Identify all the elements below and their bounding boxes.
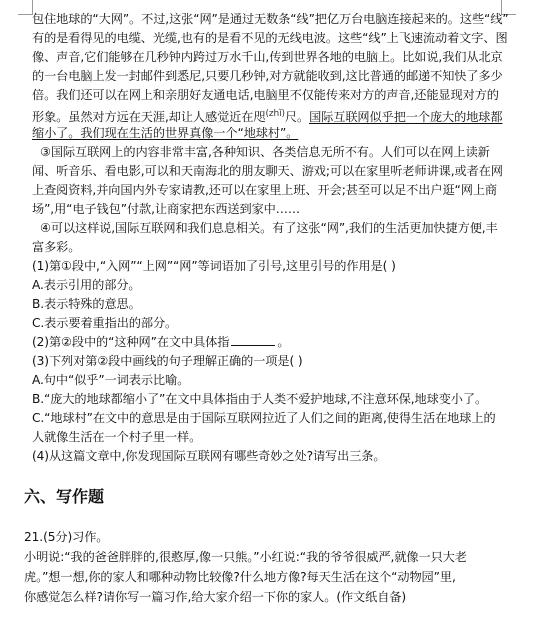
passage-line: ③国际互联网上的内容非常丰富,各种知识、各类信息无所不有。人们可以在网上读新 xyxy=(40,145,490,159)
question-3-option-c-cont: 人就像生活在一个村子里一样。 xyxy=(32,430,202,444)
writing-title: 21.(5分)习作。 xyxy=(24,530,109,544)
underlined-sentence: 国际互联网似乎把一个庞大的地球都 xyxy=(309,110,503,124)
passage-line xyxy=(32,105,502,126)
question-4: (4)从这篇文章中,你发现国际互联网有哪些奇妙之处?请写出三条。 xyxy=(32,449,386,463)
passage-line: 场”,用“电子钱包”付款,让商家把东西送到家中…… xyxy=(32,202,300,216)
section-heading: 六、写作题 xyxy=(24,487,105,506)
question-3: (3)下列对第②段中画线的句子理解正确的一项是( ) xyxy=(32,354,303,368)
passage-line: 像、声音,它们能够在几秒钟内跨过万水千山,传到世界各地的电脑上。比如说,我们从北京 xyxy=(32,50,503,64)
passage-line: 上查阅资料,并向国内外专家请教,还可以在家里上班、开会;甚至可以足不出户逛“网上商 xyxy=(32,183,498,197)
passage-line: 的一台电脑上发一封邮件到悉尼,只要几秒钟,对方就能收到,这比普通的邮递不知快了多少 xyxy=(32,69,503,83)
passage-text: 尺。 xyxy=(284,110,310,124)
writing-prompt-line: 虎。”想一想,你的家人和哪种动物比较像?什么地方像?每天生活在这个“动物园”里, xyxy=(24,570,456,584)
pinyin-annotation: (zhǐ) xyxy=(265,109,285,119)
passage-line: 闻、听音乐、看电影,可以和天南海北的朋友聊天、游戏;可以在家里听老师讲课,或者在网 xyxy=(32,164,503,178)
writing-prompt-line: 小明说:“我的爸爸胖胖的,很憨厚,像一只熊。”小红说:“我的爷爷很威严,就像一只大老 xyxy=(24,550,467,564)
question-3-option-b: B.“庞大的地球都缩小了”在文中具体指由于人类不爱护地球,不注意环保,地球变小了。 xyxy=(32,392,488,406)
question-3-option-a: A.句中“似乎”一词表示比喻。 xyxy=(32,373,190,387)
passage-text: 形象。虽然对方远在天涯,却让人感觉近在咫 xyxy=(32,110,266,124)
question-1: (1)第①段中,“入网”“上网”“网”等词语加了引号,这里引号的作用是( ) xyxy=(32,259,396,273)
question-1-option-b: B.表示特殊的意思。 xyxy=(32,297,141,311)
question-1-option-a: A.表示引用的部分。 xyxy=(32,278,141,292)
passage-line: 包住地球的“大网”。不过,这张“网”是通过无数条“线”把亿万台电脑连接起来的。这些“线” xyxy=(32,12,509,26)
question-2 xyxy=(32,333,289,351)
passage-line: 有的是看得见的电缆、光缆,也有的是看不见的无线电波。这些“线”上飞速流动着文字、图 xyxy=(32,31,508,45)
passage-line xyxy=(32,124,298,142)
question-3-option-c: C.“地球村”在文中的意思是由于国际互联网拉近了人们之间的距离,使得生活在地球上的 xyxy=(32,411,496,425)
underlined-sentence: 缩小了。我们现在生活的世界真像一个“地球村”。 xyxy=(32,126,299,140)
answer-blank[interactable] xyxy=(231,333,275,346)
page-corner-mark xyxy=(18,0,33,15)
passage-line: ④可以这样说,国际互联网和我们息息相关。有了这张“网”,我们的生活更加快捷方便,丰 xyxy=(40,221,498,235)
question-1-option-c: C.表示要着重指出的部分。 xyxy=(32,316,178,330)
question-2-text: (2)第②段中的“这种网”在文中具体指 xyxy=(32,335,230,349)
writing-prompt-line: 你感觉怎么样?请你写一篇习作,给大家介绍一下你的家人。(作文纸自备) xyxy=(24,590,407,604)
passage-line: 倍。我们还可以在网上和亲朋好友通电话,电脑里不仅能传来对方的声音,还能显现对方的 xyxy=(32,88,499,102)
question-2-end: 。 xyxy=(277,335,290,349)
passage-line: 富多彩。 xyxy=(32,240,81,254)
